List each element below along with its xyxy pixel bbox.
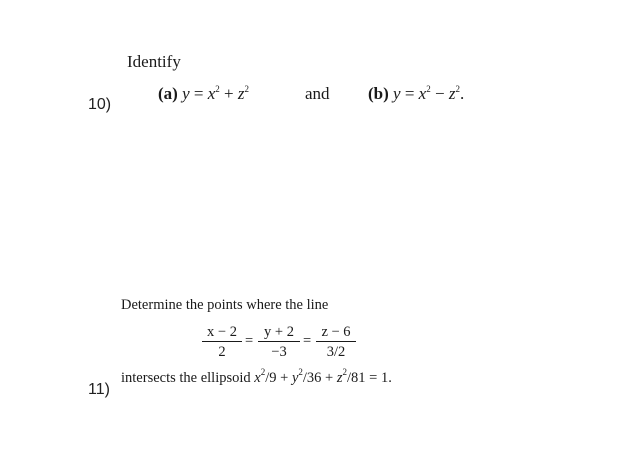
fraction-x-numerator: x − 2	[207, 324, 237, 340]
problem-10-number: 10)	[88, 96, 112, 113]
fraction-z-numerator: z − 6	[321, 324, 351, 340]
fraction-z-bar	[316, 341, 356, 342]
fraction-y-numerator: y + 2	[264, 324, 294, 340]
fraction-y-bar	[258, 341, 300, 342]
ellipsoid-intro-text: intersects the ellipsoid	[121, 370, 251, 386]
ellipsoid-equation: $x^2/9 + y^2/36 + z^2/81 = 1$.	[254, 367, 392, 386]
problem-10-connector: and	[305, 84, 330, 103]
fraction-x-denominator: 2	[218, 344, 226, 360]
part-a-equation: $y = x^2 + z^2$	[182, 84, 249, 103]
problem-10-part-a	[158, 84, 249, 104]
problem-11-intro: Determine the points where the line	[121, 297, 329, 313]
problem-11-number: 11)	[88, 381, 110, 398]
fraction-x-bar	[202, 341, 242, 342]
fraction-y-denominator: −3	[271, 344, 287, 360]
fraction-x	[202, 324, 242, 360]
problem-10-title: Identify	[127, 52, 181, 71]
equals-sign-1: =	[245, 333, 254, 349]
fraction-z	[316, 324, 356, 360]
equals-sign-2: =	[303, 333, 312, 349]
problem-11-ellipsoid-line	[121, 367, 392, 387]
part-a-label: (a)	[158, 84, 178, 103]
fraction-y	[258, 324, 300, 360]
part-b-equation: $y = x^2 - z^2$.	[393, 84, 465, 103]
problem-10-part-b	[368, 84, 464, 104]
part-b-label: (b)	[368, 84, 389, 103]
fraction-z-denominator: 3/2	[326, 344, 346, 360]
